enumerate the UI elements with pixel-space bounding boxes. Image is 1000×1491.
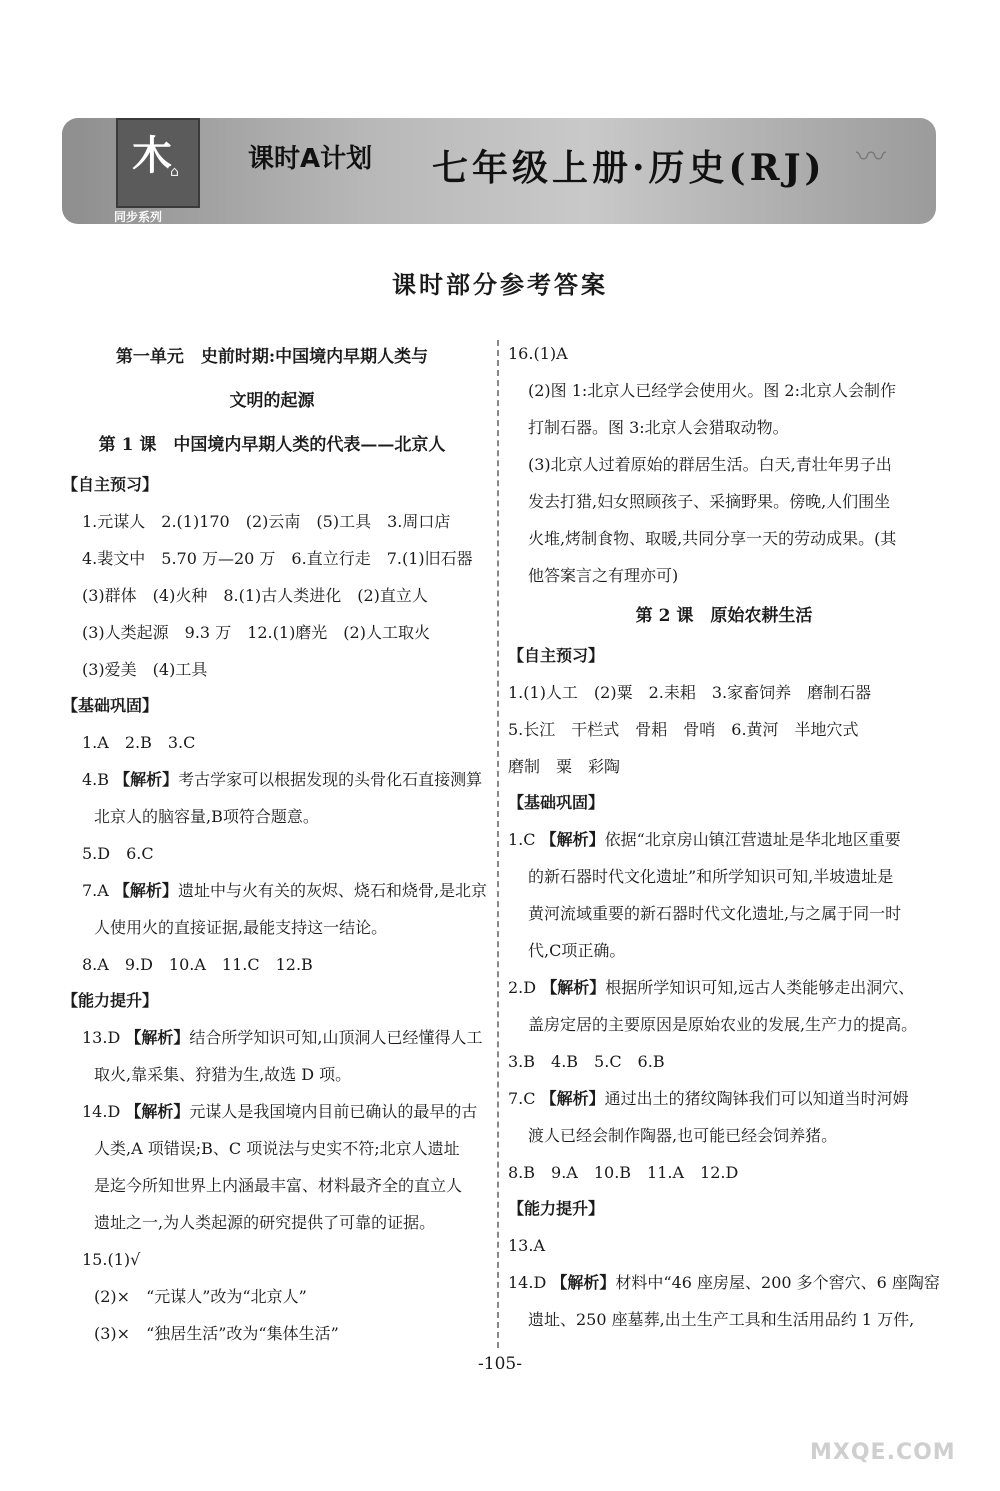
answer-line: 取火,靠采集、狩猎为生,故选 D 项。 bbox=[94, 1065, 352, 1084]
page-number: -105- bbox=[478, 1354, 522, 1374]
answer-line: (3)人类起源 9.3 万 12.(1)磨光 (2)人工取火 bbox=[82, 623, 430, 642]
section-basic: 【基础巩固】 bbox=[62, 696, 159, 715]
answer-line: 1.A 2.B 3.C bbox=[82, 733, 196, 752]
answer-line bbox=[62, 1093, 482, 1130]
analysis-tag: 【解析】 bbox=[541, 978, 606, 997]
analysis-text: 根据所学知识可知,远古人类能够走出洞穴、 bbox=[605, 978, 915, 997]
right-column bbox=[508, 335, 940, 1338]
answer-line: 发去打猎,妇女照顾孩子、采摘野果。傍晚,人们围坐 bbox=[528, 492, 891, 511]
answer-line: 遗址、250 座墓葬,出土生产工具和生活用品约 1 万件, bbox=[528, 1310, 915, 1329]
answer-line bbox=[62, 761, 482, 798]
answer-line: 8.A 9.D 10.A 11.C 12.B bbox=[82, 955, 313, 974]
answer-number: 7.A bbox=[82, 881, 109, 900]
brand-name: 课时A计划 bbox=[248, 144, 373, 174]
answer-line: 16.(1)A bbox=[508, 344, 568, 363]
answer-line: (3)× “独居生活”改为“集体生活” bbox=[94, 1324, 339, 1343]
analysis-tag: 【解析】 bbox=[540, 1089, 605, 1108]
section-preview: 【自主预习】 bbox=[62, 475, 159, 494]
lesson2-heading: 第 2 课 原始农耕生活 bbox=[635, 606, 813, 626]
logo-tree-icon: 木 bbox=[132, 133, 172, 179]
analysis-tag: 【解析】 bbox=[113, 881, 178, 900]
answer-line: 他答案言之有理亦可) bbox=[528, 566, 679, 585]
analysis-text: 元谋人是我国境内目前已确认的最早的古 bbox=[189, 1102, 478, 1121]
answer-number: 1.C bbox=[508, 830, 536, 849]
analysis-text: 结合所学知识可知,山顶洞人已经懂得人工 bbox=[189, 1028, 483, 1047]
answer-line: 5.长江 干栏式 骨耜 骨哨 6.黄河 半地穴式 bbox=[508, 720, 859, 739]
series-label: 同步系列 bbox=[114, 210, 163, 224]
header-banner bbox=[62, 118, 936, 224]
answer-line: 人类,A 项错误;B、C 项说法与史实不符;北京人遗址 bbox=[94, 1139, 460, 1158]
logo-mark-icon: ⌂ bbox=[170, 164, 179, 180]
answer-number: 14.D bbox=[82, 1102, 121, 1121]
answer-line: 遗址之一,为人类起源的研究提供了可靠的证据。 bbox=[94, 1213, 436, 1232]
analysis-text: 依据“北京房山镇江营遗址是华北地区重要 bbox=[604, 830, 901, 849]
publisher-logo bbox=[116, 118, 200, 208]
answer-line: 打制石器。图 3:北京人会猎取动物。 bbox=[528, 418, 789, 437]
answer-line: 4.裴文中 5.70 万—20 万 6.直立行走 7.(1)旧石器 bbox=[82, 549, 473, 568]
answer-line: (2)× “元谋人”改为“北京人” bbox=[94, 1287, 307, 1306]
answer-line: 的新石器时代文化遗址”和所学知识可知,半坡遗址是 bbox=[528, 867, 894, 886]
answer-line bbox=[62, 872, 488, 909]
answer-line: 代,C项正确。 bbox=[528, 941, 626, 960]
answer-line: 15.(1)√ bbox=[82, 1250, 141, 1269]
answer-number: 13.D bbox=[82, 1028, 121, 1047]
section-ability: 【能力提升】 bbox=[508, 1199, 605, 1218]
answer-line: (3)爱美 (4)工具 bbox=[82, 660, 208, 679]
bird-icon: 〰 bbox=[856, 140, 886, 175]
answer-line bbox=[62, 1019, 482, 1056]
section-preview: 【自主预习】 bbox=[508, 646, 605, 665]
answer-line: 1.(1)人工 (2)粟 2.耒耜 3.家畜饲养 磨制石器 bbox=[508, 683, 872, 702]
unit-heading-line2: 文明的起源 bbox=[229, 391, 315, 411]
answer-line: 5.D 6.C bbox=[82, 844, 154, 863]
answer-line: 是迄今所知世界上内涵最丰富、材料最齐全的直立人 bbox=[94, 1176, 463, 1195]
unit-heading-line1: 第一单元 史前时期:中国境内早期人类与 bbox=[115, 347, 429, 367]
answer-number: 2.D bbox=[508, 978, 537, 997]
answer-line: (2)图 1:北京人已经学会使用火。图 2:北京人会制作 bbox=[528, 381, 896, 400]
analysis-tag: 【解析】 bbox=[540, 830, 605, 849]
answer-line: 磨制 粟 彩陶 bbox=[508, 757, 621, 776]
answer-line: 1.元谋人 2.(1)170 (2)云南 (5)工具 3.周口店 bbox=[82, 512, 451, 531]
answer-line bbox=[508, 1264, 940, 1301]
answer-number: 4.B bbox=[82, 770, 110, 789]
analysis-text: 遗址中与火有关的灰烬、烧石和烧骨,是北京 bbox=[177, 881, 488, 900]
page-title: 课时部分参考答案 bbox=[392, 270, 608, 299]
answer-line bbox=[508, 821, 940, 858]
answer-line: 盖房定居的主要原因是原始农业的发展,生产力的提高。 bbox=[528, 1015, 918, 1034]
analysis-tag: 【解析】 bbox=[125, 1102, 190, 1121]
analysis-text: 考古学家可以根据发现的头骨化石直接测算 bbox=[178, 770, 483, 789]
analysis-tag: 【解析】 bbox=[551, 1273, 616, 1292]
section-ability: 【能力提升】 bbox=[62, 991, 159, 1010]
section-basic: 【基础巩固】 bbox=[508, 793, 605, 812]
answer-line: 黄河流域重要的新石器时代文化遗址,与之属于同一时 bbox=[528, 904, 902, 923]
book-title: 七年级上册·历史(RJ) bbox=[432, 147, 826, 189]
answer-line: 13.A bbox=[508, 1236, 545, 1255]
answer-line: 人使用火的直接证据,最能支持这一结论。 bbox=[94, 918, 388, 937]
answer-line bbox=[508, 969, 940, 1006]
answer-line: 火堆,烤制食物、取暖,共同分享一天的劳动成果。(其 bbox=[528, 529, 897, 548]
answer-line: (3)北京人过着原始的群居生活。白天,青壮年男子出 bbox=[528, 455, 892, 474]
site-watermark: MXQE.COM bbox=[810, 1440, 956, 1465]
left-column bbox=[62, 335, 488, 1352]
analysis-text: 材料中“46 座房屋、200 多个窖穴、6 座陶窑 bbox=[615, 1273, 940, 1292]
analysis-tag: 【解析】 bbox=[114, 770, 179, 789]
answer-line: 北京人的脑容量,B项符合题意。 bbox=[94, 807, 319, 826]
answer-line bbox=[508, 1080, 940, 1117]
lesson1-heading: 第 1 课 中国境内早期人类的代表——北京人 bbox=[98, 435, 446, 455]
answer-line: (3)群体 (4)火种 8.(1)古人类进化 (2)直立人 bbox=[82, 586, 428, 605]
analysis-tag: 【解析】 bbox=[125, 1028, 190, 1047]
analysis-text: 通过出土的猪纹陶钵我们可以知道当时河姆 bbox=[604, 1089, 909, 1108]
answer-number: 7.C bbox=[508, 1089, 536, 1108]
answer-line: 3.B 4.B 5.C 6.B bbox=[508, 1052, 665, 1071]
column-divider bbox=[497, 340, 499, 1348]
answer-line: 渡人已经会制作陶器,也可能已经会饲养猪。 bbox=[528, 1126, 838, 1145]
answer-line: 8.B 9.A 10.B 11.A 12.D bbox=[508, 1163, 739, 1182]
answer-number: 14.D bbox=[508, 1273, 547, 1292]
